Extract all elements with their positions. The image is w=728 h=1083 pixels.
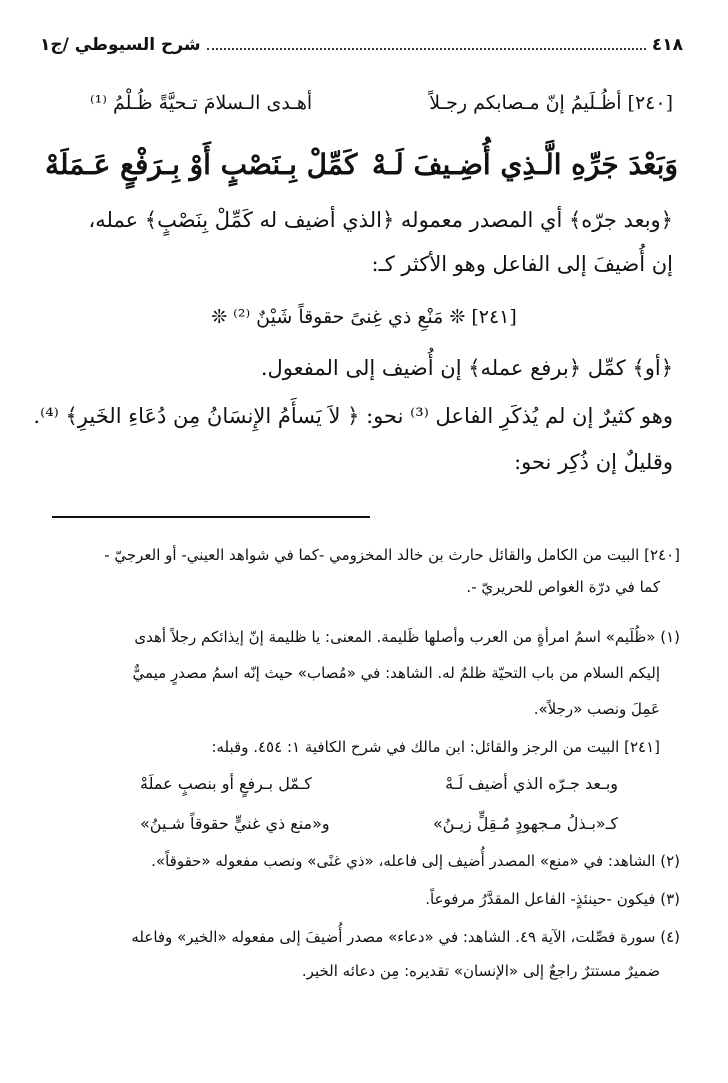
body-line-2: إن أُضيفَ إلى الفاعل وهو الأكثر كـ: [371, 252, 673, 276]
main-verse-first-hemistich: وَبَعْدَ جَرِّهِ الَّـذِي أُضِـيفَ لَـهْ [371, 148, 678, 181]
footnote-1-line-3: عَمِلَ ونصب «رجلاً». [533, 700, 660, 718]
poem-line-1-second: كـمّل بـرفعٍ أو بنصبٍ عملَهْ [140, 774, 312, 793]
footnote-1-line-1: (١) «ظُلَيم» اسمُ امرأةٍ من العرب وأصلها ظَليمة. المعنى: يا ظليمة إنّ إيذائكم رجلاً أهدى [134, 628, 680, 646]
footnote-4-line-2: ضميرٌ مستترٌ راجعٌ إلى «الإنسان» تقديره: مِن دعائه الخير. [301, 962, 660, 980]
poem-line-2-first: كـ«بـذلُ مـجهودٍ مُـقِلٍّ زيـنُ» [432, 814, 618, 833]
page-number: ٤١٨ [651, 35, 683, 55]
header-dot-leader [207, 40, 646, 50]
footnote-241: [٢٤١] البيت من الرجز والقائل: ابن مالك في شرح الكافية ١: ٤٥٤. وقبله: [211, 738, 660, 756]
poem-line-2-second: و«منع ذي غنيٍّ حقوقاً شـينُ» [140, 814, 330, 833]
footnote-poem-line-1 [140, 774, 618, 793]
verse-240-second-hemistich: أهـدى الـسلامَ تـحيَّةً ظُـلْمُ ⁽¹⁾ [90, 92, 313, 114]
footnote-240-line-2: كما في درّة الغواص للحريريّ -. [466, 578, 660, 596]
footnote-3: (٣) فيكون -حينئذٍ- الفاعل المقدَّرُ مرفوعاً. [425, 890, 680, 908]
footnote-2: (٢) الشاهد: في «منع» المصدر أُضيف إلى فاعله، «ذي غنًى» ونصب مفعوله «حقوقاً». [151, 852, 680, 870]
footnote-separator [52, 516, 370, 518]
main-verse [45, 148, 678, 181]
body-line-5: وهو كثيرٌ إن لم يُذكَرِ الفاعل ⁽³⁾ نحو: ﴿ لاَ يَسأَمُ الإِنسَانُ مِن دُعَاءِ الخَيرِ﴾ ⁽⁴⁾. [33, 404, 673, 428]
footnote-poem-line-2 [140, 814, 618, 833]
body-line-6: وقليلٌ إن ذُكِر نحو: [514, 450, 673, 474]
poem-line-1-first: وبـعد جـرّه الذي أضيف لَـهْ [445, 774, 618, 793]
verse-241-quote: [٢٤١] ❊ مَنْعِ ذي غِنىً حقوقاً شَيْنٌ ⁽²⁾ ❊ [211, 306, 517, 328]
main-verse-second-hemistich: كَمِّلْ بِـنَصْبٍ أَوْ بِـرَفْعٍ عَـمَلَهْ [45, 148, 358, 181]
footnote-1-line-2: إليكم السلام من باب التحيّة ظلمٌ له. الشاهد: في «مُصاب» حيث إنّه اسمُ مصدرٍ ميميٌّ [132, 664, 660, 682]
verse-240-first-hemistich: [٢٤٠] أظُـلَيمُ إنّ مـصابكم رجـلاً [429, 92, 673, 114]
running-header [40, 30, 683, 60]
verse-240 [90, 92, 673, 114]
footnote-240-line-1: [٢٤٠] البيت من الكامل والقائل حارث بن خالد المخزومي -كما في شواهد العيني- أو العرجيّ - [104, 546, 680, 564]
footnote-4-line-1: (٤) سورة فصِّلت، الآية ٤٩. الشاهد: في «دعاء» مصدر أُضيفَ إلى مفعوله «الخير» وفاعله [131, 928, 680, 946]
body-line-4: ﴿أو﴾ كمِّل ﴿برفع عمله﴾ إن أُضيف إلى المفعول. [260, 356, 673, 380]
body-line-1: ﴿وبعد جرّه﴾ أي المصدر معموله ﴿الذي أضيف له كَمِّلْ بِنَصْبٍ﴾ عمله، [88, 208, 673, 232]
header-title: شرح السيوطي /ج١ [40, 35, 201, 55]
